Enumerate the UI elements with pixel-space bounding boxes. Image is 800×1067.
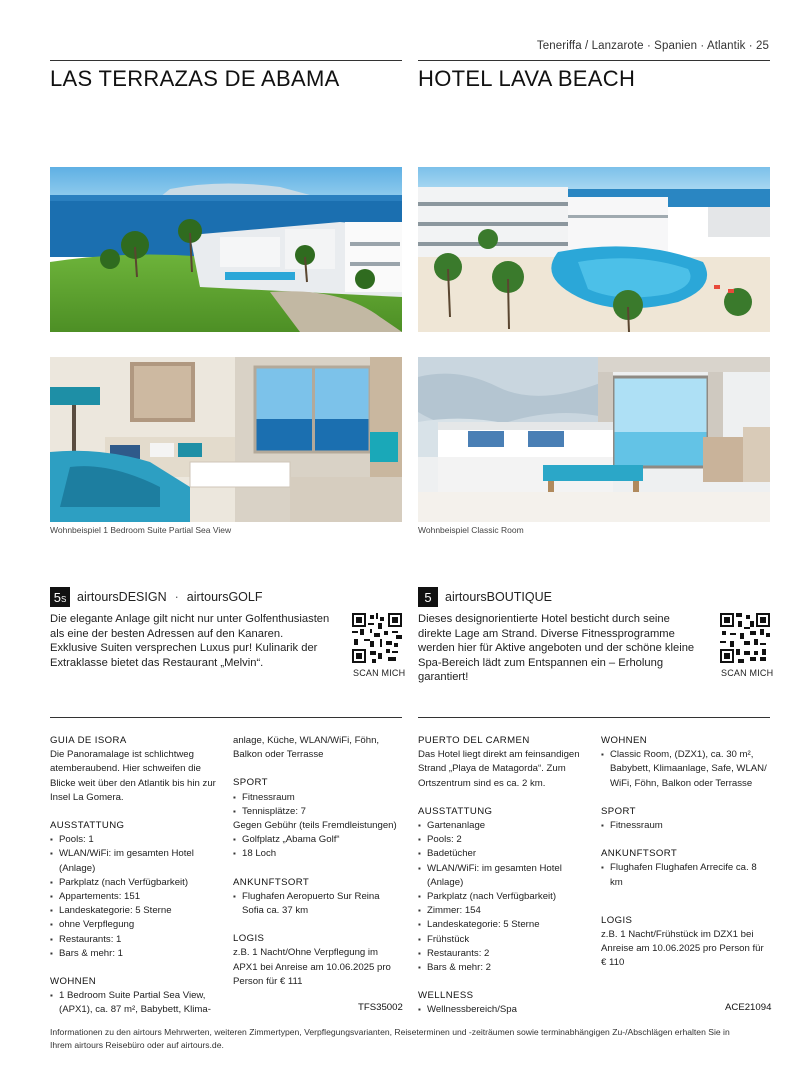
ausstattung-list	[50, 833, 220, 961]
ausstattung-list	[418, 819, 590, 975]
qr-code-abama[interactable]	[352, 613, 402, 663]
scan-label-abama: SCAN MICH	[353, 668, 406, 678]
caption-lava-beach: Wohnbeispiel Classic Room	[418, 525, 524, 535]
list-item: ▪ Classic Room, (DZX1), ca. 30 m², Babybett, Klimaanlage, Safe, WLAN/ WiFi, Föhn, Balkon oder Terrasse	[601, 748, 771, 791]
info-lava-col1	[418, 734, 590, 1018]
logis-heading: LOGIS	[233, 933, 265, 945]
list-item: ▪ Parkplatz (nach Verfügbarkeit)	[50, 876, 220, 890]
info-lava-col2	[601, 734, 771, 971]
location-text: Die Panoramalage ist schlichtweg atemberaubend. Hier schweifen die Blicke weit über den Atlantik bis hin zur Insel La Gomera.	[50, 749, 216, 803]
list-item: ▪ Golfplatz „Abama Golf“	[233, 833, 401, 847]
list-item: ▪ Gartenanlage	[418, 819, 590, 833]
list-item: ▪ Wellnessbereich/Spa	[418, 1003, 590, 1017]
list-item: ▪ Tennisplätze: 7	[233, 805, 401, 819]
sport-note: Gegen Gebühr (teils Fremdleistungen)	[233, 820, 397, 832]
wohnen-continuation: anlage, Küche, WLAN/WiFi, Föhn, Balkon oder Terrasse	[233, 735, 380, 761]
info-abama-col1	[50, 734, 220, 1018]
list-item: ▪ Restaurants: 2	[418, 947, 590, 961]
wohnen-heading: WOHNEN	[601, 735, 648, 746]
category-row-abama	[50, 587, 263, 607]
right-title-block	[418, 60, 770, 91]
list-item: ▪ 18 Loch	[233, 847, 401, 861]
list-item: ▪ Landeskategorie: 5 Sterne	[50, 904, 220, 918]
rating-badge: 5	[418, 587, 438, 607]
logis-heading: LOGIS	[601, 914, 633, 926]
breadcrumb: Teneriffa / Lanzarote · Spanien · Atlantik · 25	[536, 40, 769, 52]
brand-airtours-design: airtoursDESIGN	[77, 590, 167, 604]
list-item: ▪ Parkplatz (nach Verfügbarkeit)	[418, 890, 590, 904]
description-abama: Die elegante Anlage gilt nicht nur unter Golfenthusiasten als eine der besten Adressen auf den Kanaren. Exklusive Suiten versprechen Luxus pur! Kulinarik der Extraklasse bietet das Restaurant „Melvin“.	[50, 613, 330, 669]
photo-lava-beach-room	[418, 357, 770, 522]
offer-code-abama: TFS35002	[358, 1002, 403, 1013]
list-item: ▪ Restaurants: 1	[50, 933, 220, 947]
list-item: ▪ WLAN/WiFi: im gesamten Hotel (Anlage)	[418, 862, 590, 890]
divider-left	[50, 717, 402, 718]
wohnen-heading: WOHNEN	[50, 976, 97, 988]
location-heading: GUIA DE ISORA	[50, 735, 127, 746]
ausstattung-heading: AUSSTATTUNG	[50, 820, 125, 832]
list-item: ▪ 1 Bedroom Suite Partial Sea View, (APX1), ca. 87 m², Babybett, Klima-	[50, 989, 220, 1017]
sport-heading: SPORT	[601, 805, 636, 817]
list-item: ▪ Badetücher	[418, 847, 590, 861]
page-title-lava-beach: HOTEL LAVA BEACH	[418, 66, 636, 91]
photo-lava-beach-exterior	[418, 167, 770, 332]
photo-abama-suite	[50, 357, 402, 522]
list-item: ▪ Bars & mehr: 1	[50, 947, 220, 961]
offer-code-lava-beach: ACE21094	[725, 1002, 772, 1013]
list-item: ▪ Frühstück	[418, 933, 590, 947]
list-item: ▪ WLAN/WiFi: im gesamten Hotel (Anlage)	[50, 847, 220, 875]
wellness-heading: WELLNESS	[418, 990, 474, 1002]
list-item: ▪ Landeskategorie: 5 Sterne	[418, 918, 590, 932]
category-row-lava-beach	[418, 587, 552, 607]
location-text: Das Hotel liegt direkt am feinsandigen Strand „Playa de Matagorda“. Zum Ortszentrum sind es ca. 2 km.	[418, 749, 580, 789]
brand-airtours-golf: airtoursGOLF	[186, 590, 263, 604]
list-item: ▪ Flughafen Aeropuerto Sur Reina Sofia ca. 37 km	[233, 890, 401, 918]
logis-text: z.B. 1 Nacht/Frühstück im DZX1 bei Anreise am 10.06.2025 pro Person für € 110	[601, 929, 764, 969]
left-title-block	[50, 60, 402, 91]
list-item: ▪ Flughafen Flughafen Arrecife ca. 8 km	[601, 861, 771, 889]
list-item: ▪ Bars & mehr: 2	[418, 961, 590, 975]
divider-right	[418, 717, 770, 718]
list-item: ▪ Fitnessraum	[601, 819, 771, 833]
qr-code-lava-beach[interactable]	[720, 613, 770, 663]
list-item: ▪ Zimmer: 154	[418, 904, 590, 918]
description-lava-beach: Dieses designorientierte Hotel besticht durch seine direkte Lage am Strand. Diverse Fitnessprogramme werden hier für Aktive angeboten und der schöne kleine Spa-Bereich lädt zum Entspannen ein – Erholung garantiert!	[418, 613, 695, 684]
list-item: ▪ Fitnessraum	[233, 791, 401, 805]
page-title-abama: LAS TERRAZAS DE ABAMA	[50, 66, 340, 91]
ausstattung-heading: AUSSTATTUNG	[418, 805, 493, 817]
brand-airtours-boutique: airtoursBOUTIQUE	[445, 590, 552, 604]
sport-heading: SPORT	[233, 777, 268, 789]
list-item: ▪ Pools: 1	[50, 833, 220, 847]
brand-separator: ·	[174, 590, 179, 604]
ankunft-heading: ANKUNFTSORT	[233, 876, 310, 888]
location-heading: PUERTO DEL CARMEN	[418, 735, 530, 746]
list-item: ▪ ohne Verpflegung	[50, 918, 220, 932]
photo-abama-exterior	[50, 167, 402, 332]
rating-badge: 5 S	[50, 587, 70, 607]
footer-note: Informationen zu den airtours Mehrwerten, weiteren Zimmertypen, Verpflegungsvarianten, Reiseterminen und -zeiträumen sowie terminabhängigen Zu-/Abschlägen erhalten Sie in Ihrem airtours Reisebüro oder auf airtours.de.	[50, 1027, 730, 1050]
caption-abama: Wohnbeispiel 1 Bedroom Suite Partial Sea View	[50, 525, 232, 535]
list-item: ▪ Pools: 2	[418, 833, 590, 847]
scan-label-lava-beach: SCAN MICH	[721, 668, 774, 678]
ankunft-heading: ANKUNFTSORT	[601, 848, 678, 860]
list-item: ▪ Appartements: 151	[50, 890, 220, 904]
info-abama-col2	[233, 734, 401, 989]
logis-text: z.B. 1 Nacht/Ohne Verpflegung im APX1 bei Anreise am 10.06.2025 pro Person für € 111	[233, 947, 391, 987]
